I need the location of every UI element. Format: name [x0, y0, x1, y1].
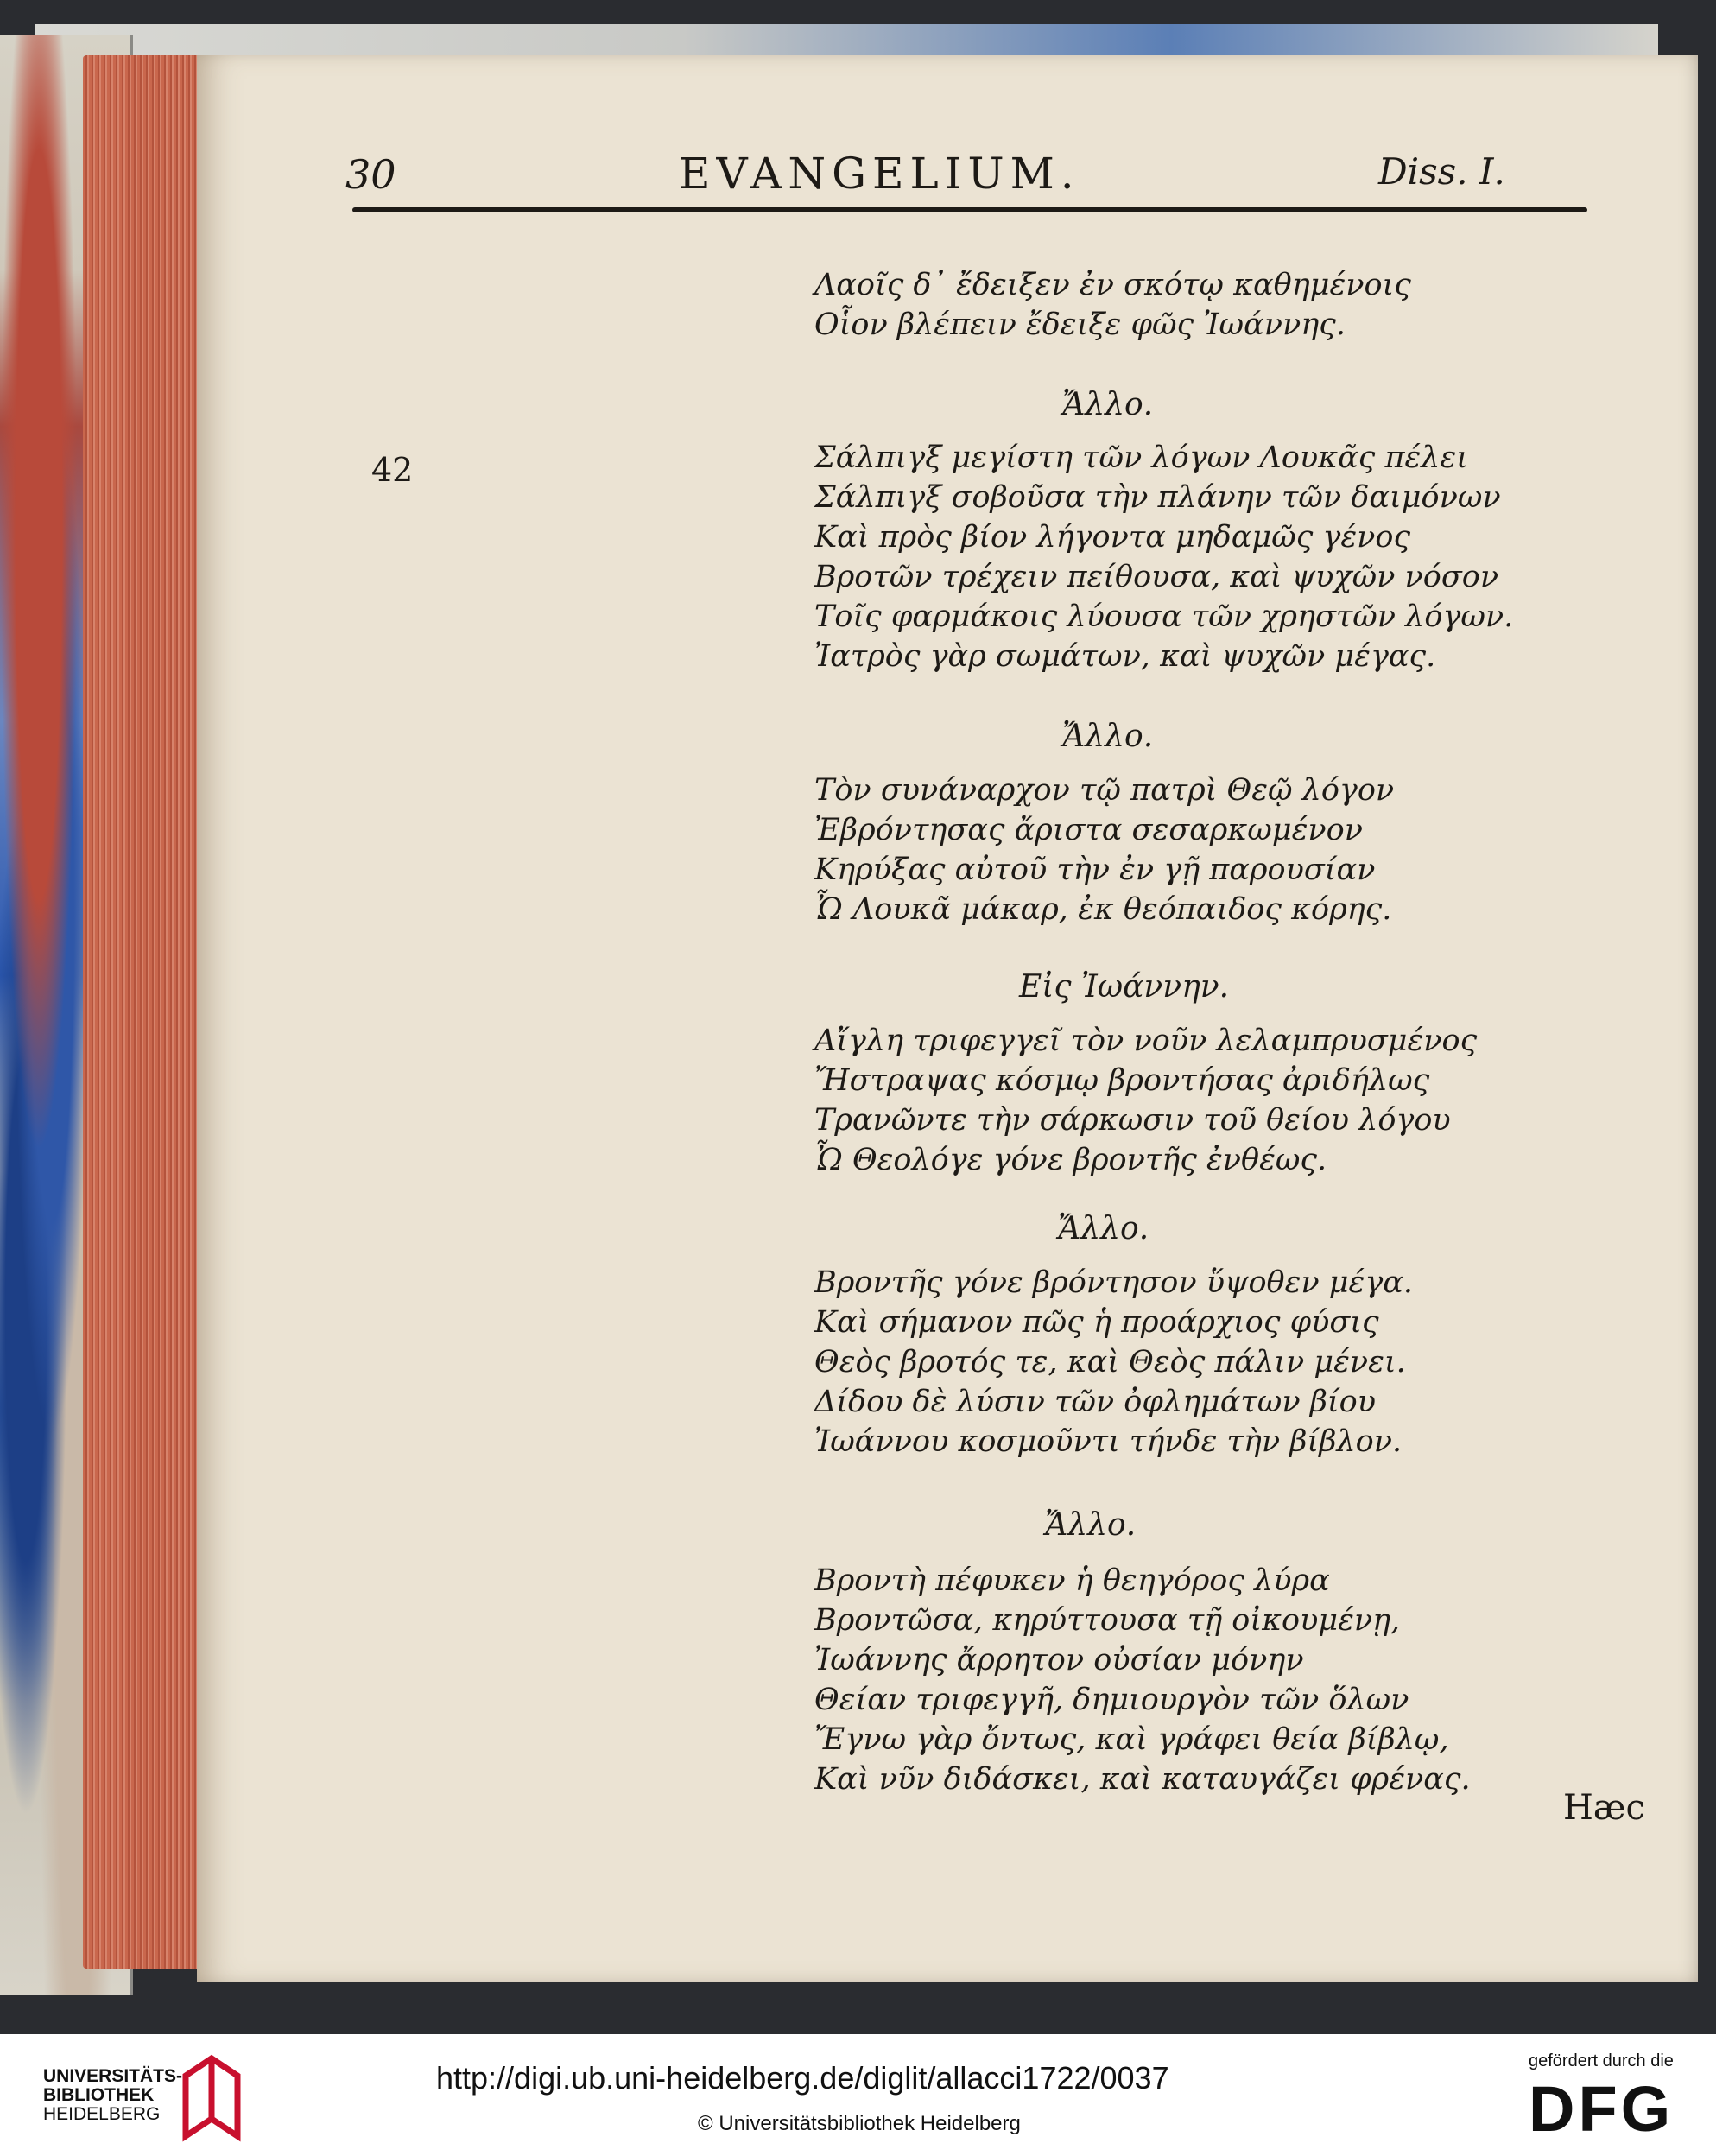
poem-line: Βροντῶσα, κηρύττουσα τῇ οἰκουμένῃ,: [814, 1603, 1401, 1638]
dfg-logo-icon[interactable]: DFG: [1529, 2073, 1675, 2145]
poem-line: Καὶ σήμανον πῶς ἡ προάρχιος φύσις: [814, 1305, 1379, 1340]
library-logo-text[interactable]: [43, 2067, 182, 2124]
poem-line: Ὦ Λουκᾶ μάκαρ, ἐκ θεόπαιδος κόρης.: [814, 892, 1392, 927]
poem-line: Σάλπιγξ μεγίστη τῶν λόγων Λουκᾶς πέλει: [814, 441, 1468, 475]
poem-line: Ἰωάννου κοσμοῦντι τήνδε τὴν βίβλον.: [814, 1424, 1403, 1459]
library-logo-icon[interactable]: [177, 2050, 246, 2145]
poem-heading: Ἄλλο.: [1062, 719, 1154, 754]
poem-line: Βροντῆς γόνε βρόντησον ὕψοθεν μέγα.: [814, 1265, 1413, 1300]
header-rule: [352, 207, 1587, 212]
poem-line: Βροτῶν τρέχειν πείθουσα, καὶ ψυχῶν νόσον: [814, 560, 1499, 594]
margin-number: 42: [371, 451, 414, 489]
funding-caption: gefördert durch die: [1529, 2051, 1674, 2070]
poem-line: Ἰατρὸς γὰρ σωμάτων, καὶ ψυχῶν μέγας.: [814, 639, 1436, 674]
poem-line: Θείαν τριφεγγῆ, δημιουργὸν τῶν ὅλων: [814, 1683, 1409, 1717]
poem-line: Καὶ πρὸς βίον λήγοντα μηδαμῶς γένος: [814, 520, 1411, 555]
poem-heading: Ἄλλο.: [1062, 387, 1154, 422]
poem-line: Δίδου δὲ λύσιν τῶν ὀφλημάτων βίου: [814, 1385, 1377, 1419]
poem-line: Τρανῶντε τὴν σάρκωσιν τοῦ θείου λόγου: [814, 1103, 1451, 1138]
poem-heading: Ἄλλο.: [1045, 1507, 1137, 1543]
poem-line: Οἷον βλέπειν ἔδειξε φῶς Ἰωάννης.: [814, 308, 1346, 342]
poem-line: Βροντὴ πέφυκεν ἡ θεηγόρος λύρα: [814, 1563, 1330, 1598]
page-folio: 30: [345, 151, 396, 198]
section-reference: Diss. I.: [1378, 150, 1505, 193]
poem-line: Ὦ Θεολόγε γόνε βροντῆς ἐνθέως.: [814, 1143, 1327, 1177]
poem-line: Κηρύξας αὐτοῦ τὴν ἐν γῇ παρουσίαν: [814, 853, 1376, 887]
permalink-url[interactable]: http://digi.ub.uni-heidelberg.de/diglit/allacci1722/0037: [436, 2060, 1169, 2096]
poem-line: Τοῖς φαρμάκοις λύουσα τῶν χρηστῶν λόγων.: [814, 599, 1514, 634]
poem-heading: Εἰς Ἰωάννην.: [1019, 969, 1230, 1005]
poem-line: Ἤστραψας κόσμῳ βροντήσας ἀριδήλως: [814, 1063, 1430, 1098]
running-head: EVANGELIUM.: [679, 149, 1080, 199]
poem-line: Καὶ νῦν διδάσκει, καὶ καταυγάζει φρένας.: [814, 1762, 1471, 1797]
poem-line: Ἰωάννης ἄρρητον οὐσίαν μόνην: [814, 1643, 1304, 1677]
catchword: Hæc: [1563, 1788, 1645, 1828]
logo-line-3: HEIDELBERG: [43, 2104, 161, 2124]
poem-line: Θεὸς βροτός τε, καὶ Θεὸς πάλιν μένει.: [814, 1345, 1406, 1379]
poem-line: Σάλπιγξ σοβοῦσα τὴν πλάνην τῶν δαιμόνων: [814, 480, 1501, 515]
poem-line: Ἐβρόντησας ἄριστα σεσαρκωμένον: [814, 813, 1363, 847]
red-page-edges: [83, 55, 212, 1969]
poem-line: Τὸν συνάναρχον τῷ πατρὶ Θεῷ λόγον: [814, 773, 1395, 808]
poem-line: Αἴγλη τριφεγγεῖ τὸν νοῦν λελαμπρυσμένος: [814, 1024, 1478, 1058]
logo-line-1: UNIVERSITÄTS-: [43, 2066, 183, 2086]
copyright-notice: © Universitätsbibliothek Heidelberg: [698, 2112, 1021, 2135]
logo-line-2: BIBLIOTHEK: [43, 2085, 155, 2105]
poem-heading: Ἄλλο.: [1058, 1211, 1149, 1246]
poem-line: Λαοῖς δ᾽ ἔδειξεν ἐν σκότῳ καθημένοις: [814, 268, 1411, 302]
poem-line: Ἔγνω γὰρ ὄντως, καὶ γράφει θεία βίβλῳ,: [814, 1722, 1449, 1757]
